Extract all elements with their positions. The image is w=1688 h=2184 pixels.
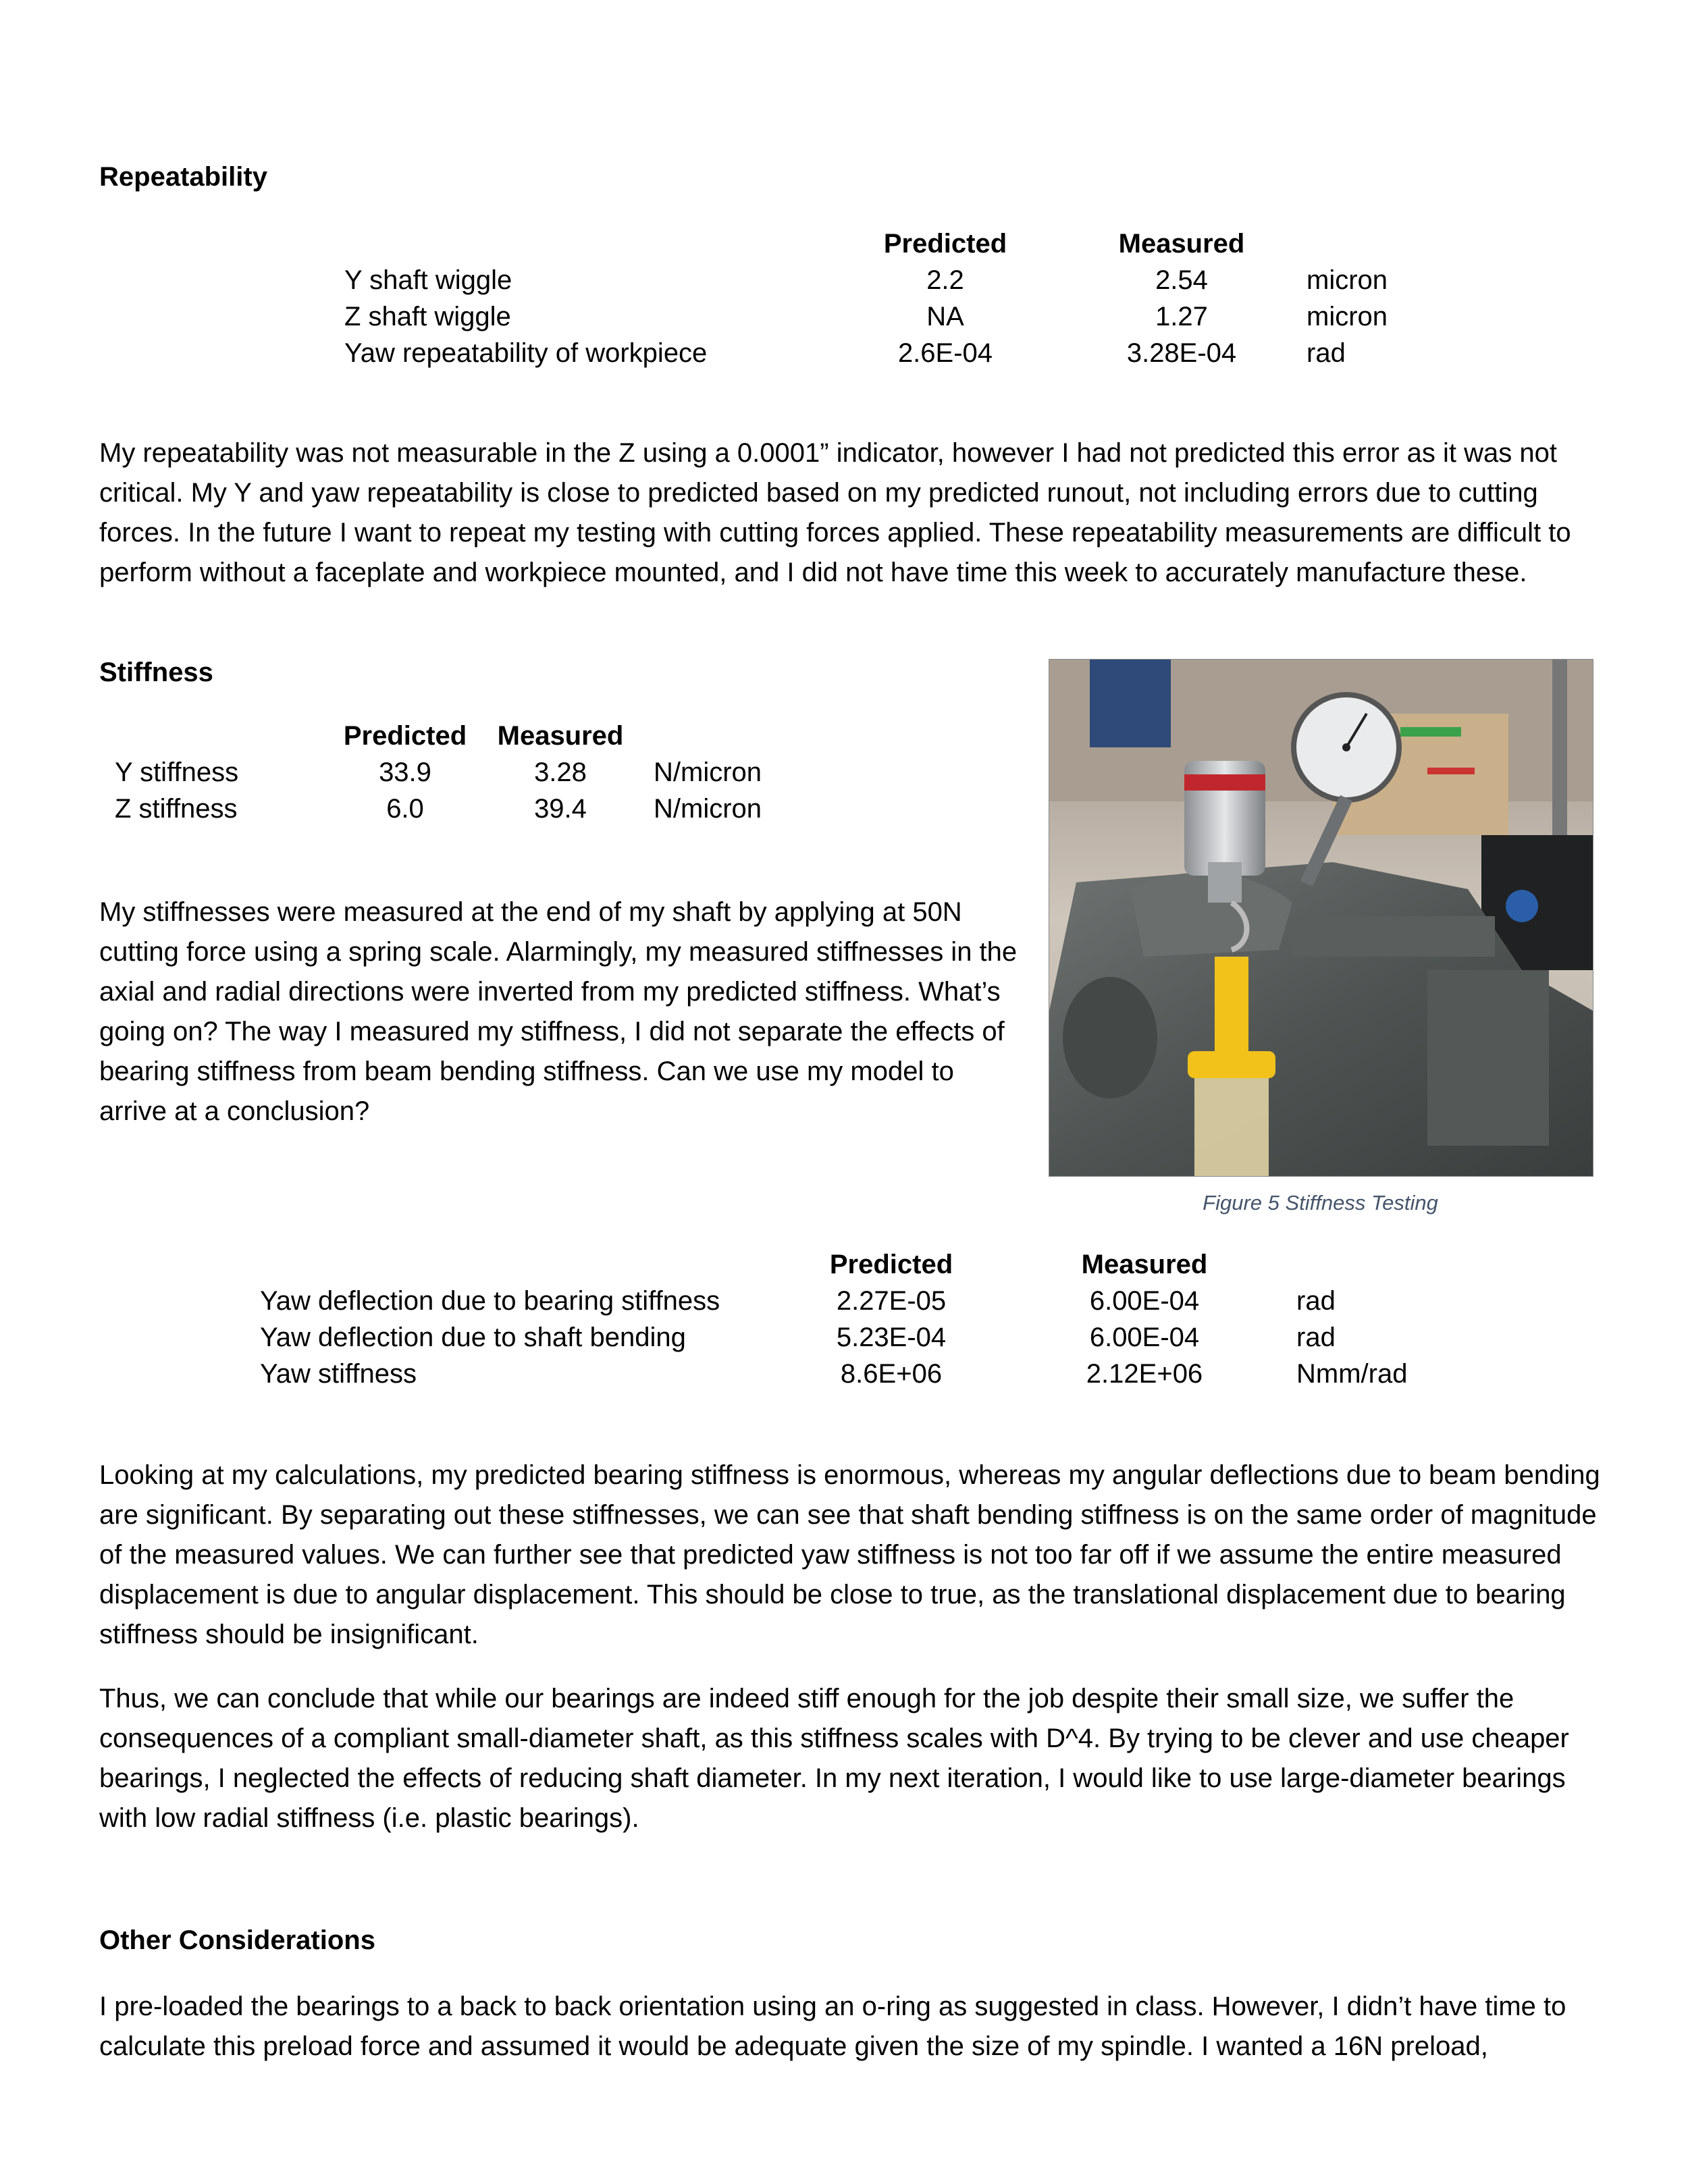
measured-value: 3.28 <box>534 757 587 787</box>
column-header-predicted: Predicted <box>343 721 467 751</box>
table-row <box>260 1283 1543 1319</box>
measured-value: 3.28E-04 <box>1126 338 1237 368</box>
stiffness-table <box>108 718 851 827</box>
unit-label: N/micron <box>654 757 762 787</box>
predicted-value: 33.9 <box>379 757 431 787</box>
unit-label: N/micron <box>654 794 762 824</box>
predicted-value: 5.23E-04 <box>836 1323 947 1352</box>
row-label: Yaw deflection due to bearing stiffness <box>260 1286 720 1316</box>
column-header-predicted: Predicted <box>883 229 1007 259</box>
repeatability-paragraph: My repeatability was not measurable in the Z using a 0.0001” indicator, however I had not predicted this error as it was not critical. My Y and yaw repeatability is close to predicted based on my predicted runout, not including errors due to cutting forces. In the future I want to repeat my testing with cutting forces applied. These repeatability measurements are difficult to perform without a faceplate and workpiece mounted, and I did not have time this week to accurately manufacture these. <box>99 438 1571 587</box>
measured-value: 6.00E-04 <box>1089 1286 1200 1316</box>
row-label: Yaw deflection due to shaft bending <box>260 1323 686 1352</box>
table-row <box>260 1356 1543 1392</box>
yaw-paragraph-2: Thus, we can conclude that while our bearings are indeed stiff enough for the job despite their small size, we suffer the consequences of a compliant small-diameter shaft, as this stiffness scales with D^4. By trying to be clever and use cheaper bearings, I neglected the effects of reducing shaft diameter. In my next iteration, I would like to use large-diameter bearings with low radial stiffness (i.e. plastic bearings). <box>99 1684 1569 1833</box>
column-header-measured: Measured <box>497 721 624 751</box>
table-header-row <box>108 718 851 754</box>
unit-label: rad <box>1296 1323 1336 1352</box>
column-header-measured: Measured <box>1118 229 1245 259</box>
column-header-predicted: Predicted <box>829 1250 953 1279</box>
row-label: Yaw stiffness <box>260 1359 417 1389</box>
table-header-row <box>344 225 1492 262</box>
unit-label: Nmm/rad <box>1296 1359 1408 1389</box>
table-row <box>108 754 851 791</box>
other-considerations-paragraph: I pre-loaded the bearings to a back to back orientation using an o-ring as suggested in class. However, I didn’t have time to calculate this preload force and assumed it would be adequate given the size of my spindle. I wanted a 16N preload, <box>99 1992 1566 2061</box>
predicted-value: NA <box>926 302 964 331</box>
yaw-paragraph-1: Looking at my calculations, my predicted bearing stiffness is enormous, whereas my angular deflections due to beam bending are significant. By separating out these stiffnesses, we can see that shaft bending stiffness is on the same order of magnitude of the measured values. We can further see that predicted yaw stiffness is not too far off if we assume the entire measured displacement is due to angular displacement. This should be close to true, as the translational displacement due to bearing stiffness should be insignificant. <box>99 1460 1600 1649</box>
measured-value: 2.54 <box>1155 265 1208 295</box>
measured-value: 2.12E+06 <box>1086 1359 1203 1389</box>
other-considerations-heading: Other Considerations <box>99 1925 375 1955</box>
table-row <box>344 298 1492 335</box>
unit-label: rad <box>1307 338 1346 368</box>
stiffness-heading: Stiffness <box>99 658 213 687</box>
table-row <box>108 791 851 827</box>
stiffness-paragraph: My stiffnesses were measured at the end of my shaft by applying at 50N cutting force using a spring scale. Alarmingly, my measured stiffnesses in the axial and radial directions were inverted from my predicted stiffness. What’s going on? The way I measured my stiffness, I did not separate the effects of bearing stiffness from beam bending stiffness. Can we use my model to arrive at a conclusion? <box>99 897 1018 1126</box>
table-header-row <box>260 1246 1543 1283</box>
column-header-measured: Measured <box>1081 1250 1208 1279</box>
predicted-value: 6.0 <box>386 794 424 824</box>
photo-illustration <box>1049 660 1593 1176</box>
unit-label: micron <box>1307 302 1388 331</box>
measured-value: 6.00E-04 <box>1089 1323 1200 1352</box>
row-label: Z shaft wiggle <box>344 302 511 331</box>
row-label: Y stiffness <box>115 757 239 787</box>
predicted-value: 2.6E-04 <box>897 338 993 368</box>
stiffness-testing-photo <box>1049 659 1593 1177</box>
figure-caption: Figure 5 Stiffness Testing <box>1203 1191 1438 1215</box>
row-label: Z stiffness <box>115 794 238 824</box>
row-label: Y shaft wiggle <box>344 265 512 295</box>
predicted-value: 8.6E+06 <box>840 1359 943 1389</box>
row-label: Yaw repeatability of workpiece <box>344 338 708 368</box>
table-row <box>344 262 1492 298</box>
measured-value: 1.27 <box>1155 302 1208 331</box>
predicted-value: 2.2 <box>926 265 964 295</box>
yaw-table <box>260 1246 1543 1392</box>
measured-value: 39.4 <box>534 794 587 824</box>
repeatability-table <box>344 225 1492 371</box>
table-row <box>344 335 1492 371</box>
repeatability-heading: Repeatability <box>99 162 267 192</box>
unit-label: rad <box>1296 1286 1336 1316</box>
predicted-value: 2.27E-05 <box>836 1286 947 1316</box>
unit-label: micron <box>1307 265 1388 295</box>
table-row <box>260 1319 1543 1356</box>
